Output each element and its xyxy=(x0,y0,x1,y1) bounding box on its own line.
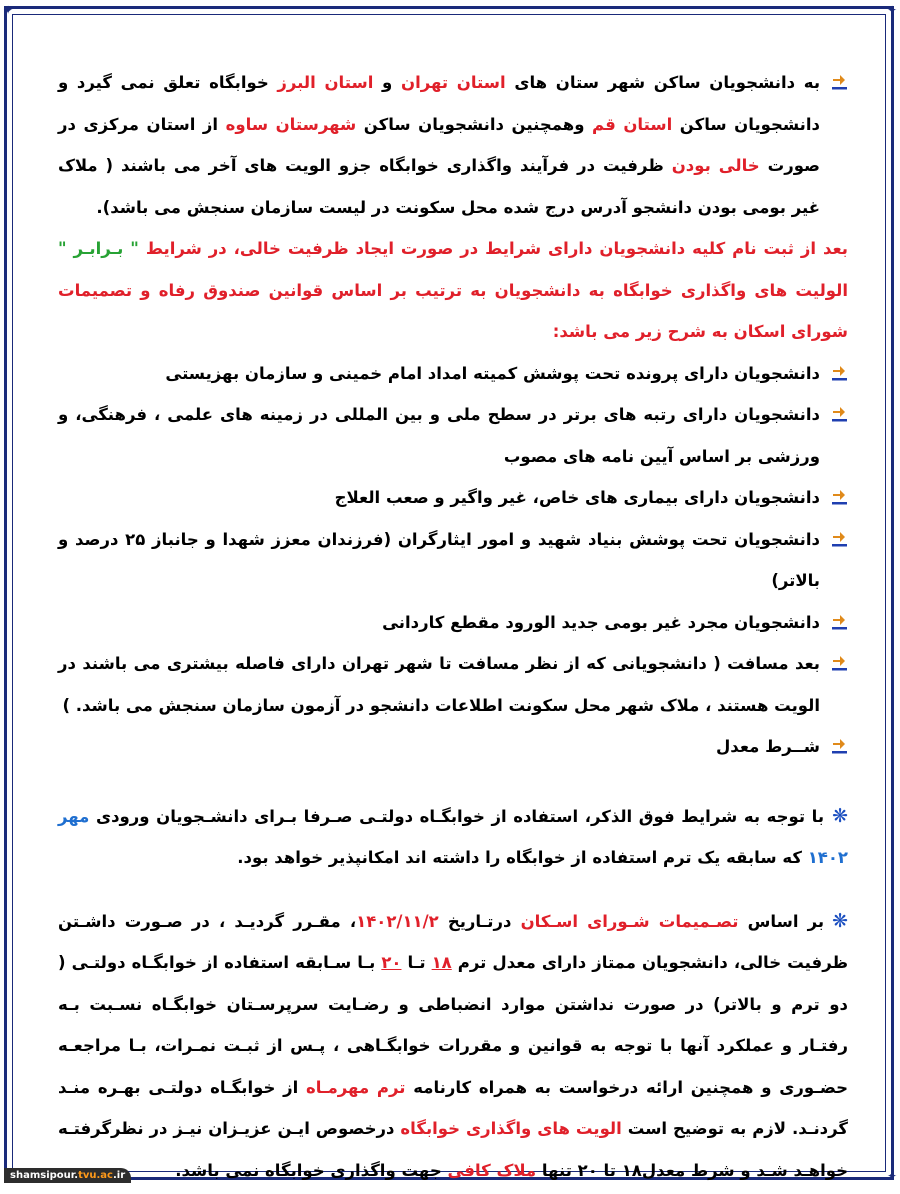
priority-item: دانشجویان دارای رتبه های برتر در سطح ملی و بین المللی در زمینه های علمی ، فرهنگی، و ورزشی بر اساس آیین نامه های مصوب xyxy=(58,394,848,477)
priority-item: دانشجویان تحت پوشش بنیاد شهید و امور ایثارگران (فرزندان معزز شهدا و جانباز ۲۵ درصد و بالاتر) xyxy=(58,519,848,602)
arrow-bullet-icon xyxy=(831,364,848,381)
spacer xyxy=(58,879,848,901)
arrow-bullet-icon xyxy=(831,613,848,630)
priority-item: شــرط معدل xyxy=(58,726,848,768)
corner-ornament-icon: ✦ xyxy=(2,3,14,17)
arrow-bullet-icon xyxy=(831,530,848,547)
priority-intro: بعد از ثبت نام کلیه دانشجویان دارای شرایط در صورت ایجاد ظرفیت خالی، در شرایط " بـرابـر " الولیت های واگذاری خوابگاه به دانشجویان به ترتیب بر اساس قوانین صندوق رفاه و تصمیمات شورای اسکان به شرح زیر می باشد: xyxy=(58,239,848,341)
asterisk-icon: ❋ xyxy=(832,804,848,827)
bullet-non-native-rule: به دانشجویان ساکن شهر ستان های استان تهران و استان البرز خوابگاه تعلق نمی گیرد و دانشجویان ساکن استان قم وهمچنین دانشجویان ساکن شهرستان ساوه از استان مرکزی در صورت خالی بودن ظرفیت در فرآیند واگذاری خوابگاه جزو الویت های آخر می باشند ( ملاک غیر بومی بودن دانشجو آدرس درج شده محل سکونت در لیست سازمان سنجش می باشد). xyxy=(58,62,848,228)
note-housing-council-decision: ❋بر اساس تصـمیمات شـورای اسـکان درتـاریخ ۱۴۰۲/۱۱/۲، مقـرر گردیـد ، در صـورت داشـتن ظرفیت خالی، دانشجویان ممتاز دارای معدل ترم ۱۸ تـا ۲۰ بـا سـابقه استفاده از خوابگـاه دولتـی ( دو ترم و بالاتر) در صورت نداشتن موارد انضباطی و رضـایت سرپرسـتان خوابگـاه نسـبت بـه رفتـار و عملکرد آنها با توجه به قوانین و مقررات خوابگـاهی ، پـس از ثبـت نمـرات، بـا مراجعـه حضـوری و همچنین ارائه درخواست به همراه کارنامه ترم مهرمـاه از خوابگـاه دولتـی بهـره منـد گردنـد. لازم به توضیح است الویت های واگذاری خوابگاه درخصوص ایـن عزیـزان نیـز در نظرگرفتـه خواهـد شـد و شرط معدل۱۸ تا ۲۰ تنها ملاک کافی جهت واگذاری خوابگاه نمی باشد. xyxy=(58,909,848,1180)
note-dormitory-eligibility: ❋با توجه به شرایط فوق الذکر، استفاده از خوابگـاه دولتـی صـرفا بـرای دانشـجویان ورودی مهر ۱۴۰۲ که سابقه یک ترم استفاده از خوابگاه را داشته اند امکانپذیر خواهد بود. xyxy=(58,804,848,867)
website-watermark: shamsipour.tvu.ac.ir xyxy=(4,1168,131,1183)
corner-ornament-icon: ✦ xyxy=(886,1169,898,1183)
arrow-bullet-icon xyxy=(831,488,848,505)
arrow-bullet-icon xyxy=(831,405,848,422)
priority-item: دانشجویان دارای بیماری های خاص، غیر واگیر و صعب العلاج xyxy=(58,477,848,519)
arrow-bullet-icon xyxy=(831,737,848,754)
priority-item: بعد مسافت ( دانشجویانی که از نظر مسافت تا شهر تهران دارای فاصله بیشتری می باشند در الویت هستند ، ملاک شهر محل سکونت اطلاعات دانشجو در آزمون سازمان سنجش می باشد. ) xyxy=(58,643,848,726)
asterisk-icon: ❋ xyxy=(832,909,848,932)
corner-ornament-icon: ✦ xyxy=(886,3,898,17)
arrow-bullet-icon xyxy=(831,654,848,671)
priority-item: دانشجویان دارای پرونده تحت پوشش کمیته امداد امام خمینی و سازمان بهزیستی xyxy=(58,353,848,395)
spacer xyxy=(58,768,848,796)
priority-item: دانشجویان مجرد غیر بومی جدید الورود مقطع کاردانی xyxy=(58,602,848,644)
document-body xyxy=(58,62,848,1191)
arrow-bullet-icon xyxy=(831,73,848,90)
